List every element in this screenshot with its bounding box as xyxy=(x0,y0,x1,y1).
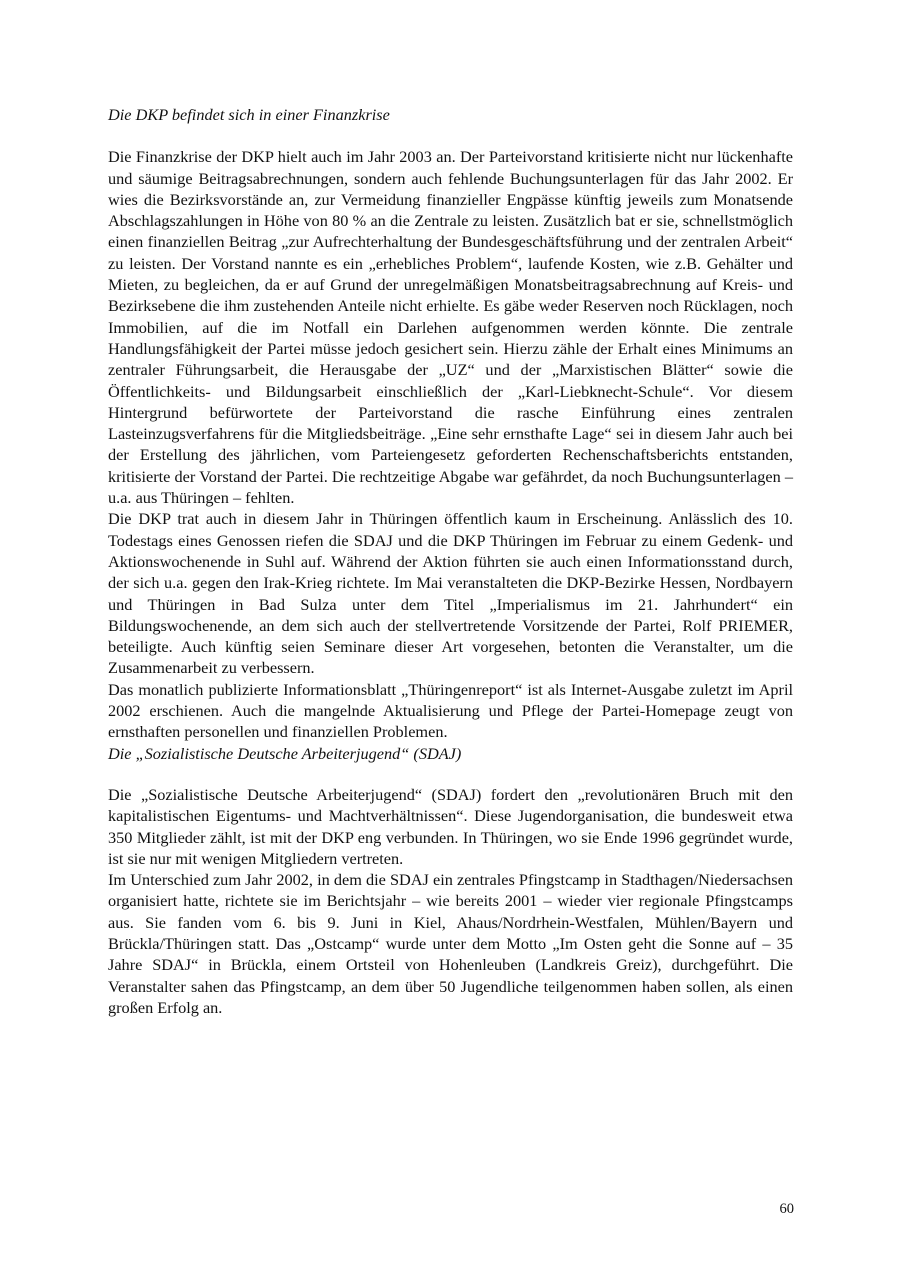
paragraph-pfingstcamps: Im Unterschied zum Jahr 2002, in dem die SDAJ ein zentrales Pfingstcamp in Stadthagen/Niedersachsen organisiert hatte, richtete sie im Berichtsjahr – wie bereits 2001 – wieder vier regionale Pfingstcamps aus. Sie fanden vom 6. bis 9. Juni in Kiel, Ahaus/Nordrhein-Westfalen, Mühlen/Bayern und Brückla/Thüringen statt. Das „Ostcamp“ wurde unter dem Motto „Im Osten geht die Sonne auf – 35 Jahre SDAJ“ in Brückla, einem Ortsteil von Hohenleuben (Landkreis Greiz), durchgeführt. Die Veranstalter sahen das Pfingstcamp, an dem über 50 Jugendliche teilgenommen haben sollen, als einen großen Erfolg an. xyxy=(108,870,793,1017)
page-content xyxy=(108,104,793,1018)
paragraph-thueringenreport: Das monatlich publizierte Informationsblatt „Thüringenreport“ ist als Internet-Ausgabe zuletzt im April 2002 erschienen. Auch die mangelnde Aktualisierung und Pflege der Partei-Homepage zeugt von ernsthaften personellen und finanziellen Problemen. xyxy=(108,679,793,742)
section-heading-finanzkrise: Die DKP befindet sich in einer Finanzkrise xyxy=(108,105,390,124)
paragraph-thueringen-aktivitaeten: Die DKP trat auch in diesem Jahr in Thüringen öffentlich kaum in Erscheinung. Anlässlich des 10. Todestags eines Genossen riefen die SDAJ und die DKP Thüringen im Februar zu einem Gedenk- und Aktionswochenende in Suhl auf. Während der Aktion führten sie auch einen Informationsstand durch, der sich u.a. gegen den Irak-Krieg richtete. Im Mai veranstalteten die DKP-Bezirke Hessen, Nordbayern und Thüringen in Bad Sulza unter dem Titel „Imperialismus im 21. Jahrhundert“ ein Bildungswochenende, an dem sich auch der stellvertretende Vorsitzende der Partei, Rolf PRIEMER, beteiligte. Auch künftig seien Seminare dieser Art vorgesehen, betonten die Veranstalter, um die Zusammenarbeit zu verbessern. xyxy=(108,509,793,678)
paragraph-finanzkrise: Die Finanzkrise der DKP hielt auch im Jahr 2003 an. Der Parteivorstand kritisierte nicht nur lückenhafte und säumige Beitragsabrechnungen, sondern auch fehlende Buchungsunterlagen für das Jahr 2002. Er wies die Bezirksvorstände an, zur Vermeidung finanzieller Engpässe künftig jeweils zum Monatsende Abschlagszahlungen in Höhe von 80 % an die Zentrale zu leisten. Zusätzlich bat er sie, schnellstmöglich einen finanziellen Beitrag „zur Aufrechterhaltung der Bundesgeschäftsführung und der zentralen Arbeit“ zu leisten. Der Vorstand nannte es ein „erhebliches Problem“, laufende Kosten, wie z.B. Gehälter und Mieten, zu begleichen, da er auf Grund der unregelmäßigen Monatsbeitragsabrechnung auf Kreis- und Bezirksebene die ihm zustehenden Anteile nicht erhielte. Es gäbe weder Reserven noch Rücklagen, noch Immobilien, auf die im Notfall ein Darlehen aufgenommen werden könnte. Die zentrale Handlungsfähigkeit der Partei müsse jedoch gesichert sein. Hierzu zähle der Erhalt eines Minimums an zentraler Führungsarbeit, die Herausgabe der „UZ“ und der „Marxistischen Blätter“ sowie die Öffentlichkeits- und Bildungsarbeit einschließlich der „Karl-Liebknecht-Schule“. Vor diesem Hintergrund befürwortete der Parteivorstand die rasche Einführung eines zentralen Lasteinzugsverfahrens für die Mitgliedsbeiträge. „Eine sehr ernsthafte Lage“ sei in diesem Jahr auch bei der Erstellung des jährlichen, vom Parteiengesetz geforderten Rechenschaftsberichts entstanden, kritisierte der Vorstand der Partei. Die rechtzeitige Abgabe war gefährdet, da noch Buchungsunterlagen – u.a. aus Thüringen – fehlten. xyxy=(108,147,793,508)
section-heading-sdaj: Die „Sozialistische Deutsche Arbeiterjugend“ (SDAJ) xyxy=(108,743,462,763)
paragraph-sdaj-intro: Die „Sozialistische Deutsche Arbeiterjugend“ (SDAJ) fordert den „revolutionären Bruch mit den kapitalistischen Eigentums- und Machtverhältnissen“. Diese Jugendorganisation, die bundesweit etwa 350 Mitglieder zählt, ist mit der DKP eng verbunden. In Thüringen, wo sie Ende 1996 gegründet wurde, ist sie nur mit wenigen Mitgliedern vertreten. xyxy=(108,784,793,868)
page-number: 60 xyxy=(779,1201,794,1217)
